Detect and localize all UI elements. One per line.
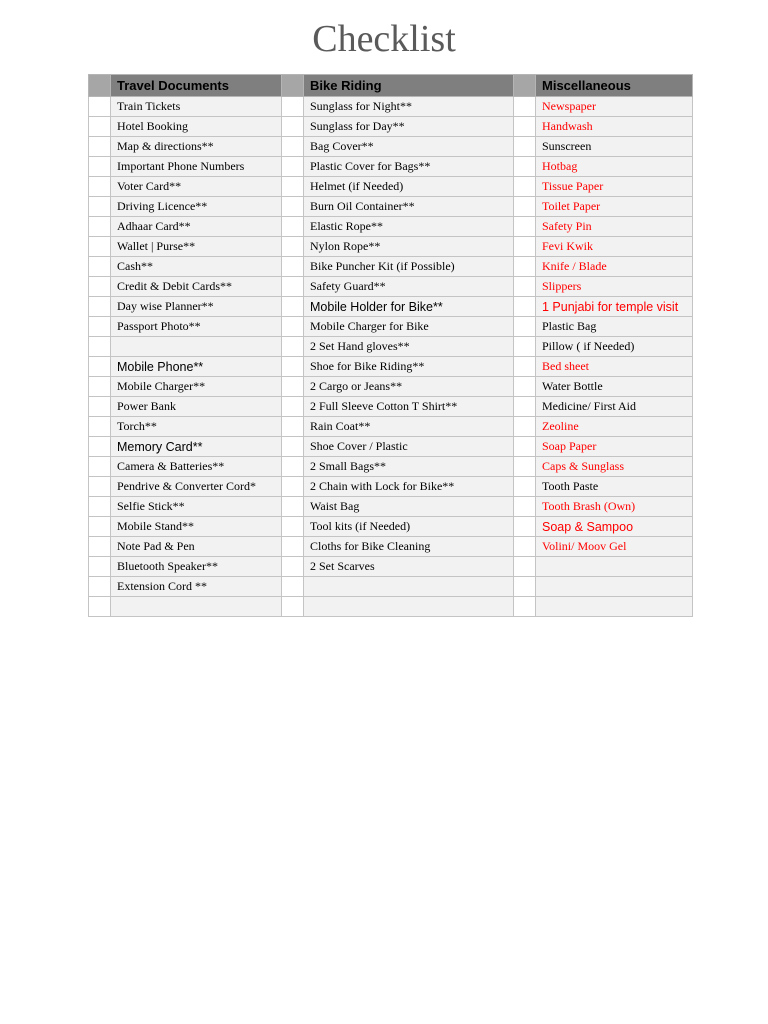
bike-riding-item: Sunglass for Day**: [304, 117, 514, 137]
bike-riding-item: Safety Guard**: [304, 277, 514, 297]
checkbox-cell[interactable]: [514, 137, 536, 157]
checkbox-cell[interactable]: [89, 457, 111, 477]
checkbox-cell[interactable]: [89, 337, 111, 357]
checkbox-cell[interactable]: [514, 157, 536, 177]
miscellaneous-item: Medicine/ First Aid: [536, 397, 693, 417]
checkbox-cell[interactable]: [282, 377, 304, 397]
bike-riding-item: Shoe Cover / Plastic: [304, 437, 514, 457]
checkbox-cell[interactable]: [514, 357, 536, 377]
travel-documents-item: Bluetooth Speaker**: [111, 557, 282, 577]
travel-documents-item: Day wise Planner**: [111, 297, 282, 317]
bike-riding-item: 2 Small Bags**: [304, 457, 514, 477]
travel-documents-item: Important Phone Numbers: [111, 157, 282, 177]
table-row: [89, 177, 693, 197]
checkbox-cell[interactable]: [282, 597, 304, 617]
checkbox-cell[interactable]: [282, 417, 304, 437]
travel-documents-item: Memory Card**: [111, 437, 282, 457]
checkbox-cell[interactable]: [514, 257, 536, 277]
table-row: [89, 297, 693, 317]
checkbox-cell[interactable]: [514, 237, 536, 257]
travel-documents-item: Selfie Stick**: [111, 497, 282, 517]
header-travel-documents: Travel Documents: [111, 75, 282, 97]
checkbox-cell[interactable]: [282, 177, 304, 197]
checkbox-cell[interactable]: [282, 537, 304, 557]
table-row: [89, 537, 693, 557]
checkbox-cell[interactable]: [89, 397, 111, 417]
miscellaneous-item: Handwash: [536, 117, 693, 137]
checkbox-cell[interactable]: [89, 517, 111, 537]
header-miscellaneous: Miscellaneous: [536, 75, 693, 97]
checkbox-cell[interactable]: [89, 477, 111, 497]
header-row: [89, 75, 693, 97]
table-row: [89, 117, 693, 137]
checkbox-cell[interactable]: [89, 137, 111, 157]
bike-riding-item: Tool kits (if Needed): [304, 517, 514, 537]
checkbox-cell[interactable]: [282, 557, 304, 577]
bike-riding-item: Nylon Rope**: [304, 237, 514, 257]
checkbox-cell[interactable]: [514, 97, 536, 117]
checkbox-cell[interactable]: [514, 597, 536, 617]
checkbox-cell[interactable]: [514, 497, 536, 517]
checkbox-cell[interactable]: [89, 217, 111, 237]
bike-riding-item: Plastic Cover for Bags**: [304, 157, 514, 177]
miscellaneous-item: Newspaper: [536, 97, 693, 117]
miscellaneous-item: [536, 597, 693, 617]
checkbox-cell[interactable]: [89, 557, 111, 577]
table-row: [89, 137, 693, 157]
bike-riding-item: 2 Cargo or Jeans**: [304, 377, 514, 397]
table-row: [89, 497, 693, 517]
travel-documents-item: Credit & Debit Cards**: [111, 277, 282, 297]
checkbox-cell[interactable]: [89, 257, 111, 277]
checkbox-cell[interactable]: [514, 557, 536, 577]
miscellaneous-item: Knife / Blade: [536, 257, 693, 277]
table-row: [89, 597, 693, 617]
table-row: [89, 197, 693, 217]
checkbox-cell[interactable]: [282, 217, 304, 237]
checkbox-cell[interactable]: [282, 117, 304, 137]
checkbox-cell[interactable]: [282, 497, 304, 517]
table-row: [89, 377, 693, 397]
bike-riding-item: 2 Set Scarves: [304, 557, 514, 577]
bike-riding-item: [304, 597, 514, 617]
table-row: [89, 557, 693, 577]
travel-documents-item: Wallet | Purse**: [111, 237, 282, 257]
travel-documents-item: Torch**: [111, 417, 282, 437]
travel-documents-item: Extension Cord **: [111, 577, 282, 597]
bike-riding-item: [304, 577, 514, 597]
checkbox-cell[interactable]: [89, 117, 111, 137]
table-row: [89, 357, 693, 377]
travel-documents-item: Camera & Batteries**: [111, 457, 282, 477]
miscellaneous-item: Water Bottle: [536, 377, 693, 397]
table-row: [89, 217, 693, 237]
checkbox-cell[interactable]: [282, 577, 304, 597]
miscellaneous-item: Soap & Sampoo: [536, 517, 693, 537]
checkbox-cell[interactable]: [514, 577, 536, 597]
checkbox-cell[interactable]: [282, 197, 304, 217]
checkbox-header: [282, 75, 304, 97]
checkbox-cell[interactable]: [282, 237, 304, 257]
checkbox-cell[interactable]: [282, 357, 304, 377]
checkbox-cell[interactable]: [514, 177, 536, 197]
checkbox-cell[interactable]: [514, 437, 536, 457]
checkbox-cell[interactable]: [282, 277, 304, 297]
bike-riding-item: 2 Full Sleeve Cotton T Shirt**: [304, 397, 514, 417]
travel-documents-item: Mobile Phone**: [111, 357, 282, 377]
miscellaneous-item: Volini/ Moov Gel: [536, 537, 693, 557]
table-row: [89, 517, 693, 537]
checkbox-cell[interactable]: [282, 457, 304, 477]
travel-documents-item: [111, 597, 282, 617]
table-row: [89, 257, 693, 277]
checkbox-cell[interactable]: [89, 277, 111, 297]
checkbox-cell[interactable]: [514, 477, 536, 497]
bike-riding-item: 2 Chain with Lock for Bike**: [304, 477, 514, 497]
checkbox-cell[interactable]: [514, 197, 536, 217]
miscellaneous-item: [536, 557, 693, 577]
checkbox-cell[interactable]: [89, 537, 111, 557]
travel-documents-item: Hotel Booking: [111, 117, 282, 137]
bike-riding-item: Cloths for Bike Cleaning: [304, 537, 514, 557]
table-row: [89, 277, 693, 297]
bike-riding-item: Burn Oil Container**: [304, 197, 514, 217]
bike-riding-item: Rain Coat**: [304, 417, 514, 437]
travel-documents-item: [111, 337, 282, 357]
checkbox-cell[interactable]: [89, 97, 111, 117]
checkbox-cell[interactable]: [282, 97, 304, 117]
bike-riding-item: Mobile Holder for Bike**: [304, 297, 514, 317]
bike-riding-item: Helmet (if Needed): [304, 177, 514, 197]
table-row: [89, 577, 693, 597]
checkbox-cell[interactable]: [89, 177, 111, 197]
travel-documents-item: Note Pad & Pen: [111, 537, 282, 557]
bike-riding-item: Waist Bag: [304, 497, 514, 517]
checkbox-cell[interactable]: [514, 297, 536, 317]
checkbox-cell[interactable]: [514, 217, 536, 237]
checkbox-cell[interactable]: [514, 517, 536, 537]
travel-documents-item: Pendrive & Converter Cord*: [111, 477, 282, 497]
miscellaneous-item: Tooth Brash (Own): [536, 497, 693, 517]
miscellaneous-item: Pillow ( if Needed): [536, 337, 693, 357]
table-row: [89, 437, 693, 457]
checkbox-cell[interactable]: [89, 237, 111, 257]
page-title: Checklist: [312, 18, 456, 60]
travel-documents-item: Cash**: [111, 257, 282, 277]
miscellaneous-item: Fevi Kwik: [536, 237, 693, 257]
table-row: [89, 97, 693, 117]
checkbox-cell[interactable]: [514, 397, 536, 417]
checkbox-cell[interactable]: [514, 537, 536, 557]
miscellaneous-item: Hotbag: [536, 157, 693, 177]
checkbox-cell[interactable]: [514, 317, 536, 337]
checkbox-cell[interactable]: [89, 597, 111, 617]
checkbox-cell[interactable]: [514, 337, 536, 357]
travel-documents-item: Map & directions**: [111, 137, 282, 157]
checkbox-cell[interactable]: [282, 317, 304, 337]
checkbox-cell[interactable]: [89, 157, 111, 177]
checkbox-header: [89, 75, 111, 97]
table-row: [89, 417, 693, 437]
checkbox-cell[interactable]: [514, 117, 536, 137]
miscellaneous-item: Tissue Paper: [536, 177, 693, 197]
travel-documents-item: Mobile Charger**: [111, 377, 282, 397]
checkbox-cell[interactable]: [282, 397, 304, 417]
table-row: [89, 237, 693, 257]
travel-documents-item: Adhaar Card**: [111, 217, 282, 237]
table-row: [89, 457, 693, 477]
travel-documents-item: Voter Card**: [111, 177, 282, 197]
miscellaneous-item: Toilet Paper: [536, 197, 693, 217]
table-row: [89, 397, 693, 417]
checkbox-cell[interactable]: [89, 577, 111, 597]
miscellaneous-item: Safety Pin: [536, 217, 693, 237]
checkbox-cell[interactable]: [282, 517, 304, 537]
bike-riding-item: Bike Puncher Kit (if Possible): [304, 257, 514, 277]
checkbox-cell[interactable]: [282, 477, 304, 497]
miscellaneous-item: 1 Punjabi for temple visit: [536, 297, 693, 317]
miscellaneous-item: Bed sheet: [536, 357, 693, 377]
miscellaneous-item: [536, 577, 693, 597]
miscellaneous-item: Zeoline: [536, 417, 693, 437]
bike-riding-item: Elastic Rope**: [304, 217, 514, 237]
travel-documents-item: Mobile Stand**: [111, 517, 282, 537]
checkbox-cell[interactable]: [514, 277, 536, 297]
table-row: [89, 337, 693, 357]
miscellaneous-item: Slippers: [536, 277, 693, 297]
miscellaneous-item: Tooth Paste: [536, 477, 693, 497]
bike-riding-item: Bag Cover**: [304, 137, 514, 157]
checkbox-cell[interactable]: [89, 297, 111, 317]
checkbox-cell[interactable]: [89, 437, 111, 457]
miscellaneous-item: Soap Paper: [536, 437, 693, 457]
bike-riding-item: Sunglass for Night**: [304, 97, 514, 117]
checkbox-cell[interactable]: [282, 437, 304, 457]
checkbox-cell[interactable]: [89, 377, 111, 397]
miscellaneous-item: Plastic Bag: [536, 317, 693, 337]
miscellaneous-item: Caps & Sunglass: [536, 457, 693, 477]
table-row: [89, 157, 693, 177]
checkbox-cell[interactable]: [89, 197, 111, 217]
miscellaneous-item: Sunscreen: [536, 137, 693, 157]
table-row: [89, 477, 693, 497]
checkbox-cell[interactable]: [89, 417, 111, 437]
checkbox-cell[interactable]: [89, 357, 111, 377]
checkbox-cell[interactable]: [282, 137, 304, 157]
checkbox-cell[interactable]: [282, 297, 304, 317]
checklist-table: [88, 74, 693, 617]
header-bike-riding: Bike Riding: [304, 75, 514, 97]
checkbox-cell[interactable]: [89, 497, 111, 517]
bike-riding-item: Mobile Charger for Bike: [304, 317, 514, 337]
travel-documents-item: Train Tickets: [111, 97, 282, 117]
checkbox-cell[interactable]: [514, 457, 536, 477]
bike-riding-item: Shoe for Bike Riding**: [304, 357, 514, 377]
checkbox-cell[interactable]: [514, 377, 536, 397]
checkbox-cell[interactable]: [514, 417, 536, 437]
travel-documents-item: Passport Photo**: [111, 317, 282, 337]
travel-documents-item: Driving Licence**: [111, 197, 282, 217]
checkbox-cell[interactable]: [282, 257, 304, 277]
checkbox-cell[interactable]: [282, 337, 304, 357]
table-row: [89, 317, 693, 337]
checkbox-cell[interactable]: [89, 317, 111, 337]
travel-documents-item: Power Bank: [111, 397, 282, 417]
checkbox-cell[interactable]: [282, 157, 304, 177]
bike-riding-item: 2 Set Hand gloves**: [304, 337, 514, 357]
checkbox-header: [514, 75, 536, 97]
